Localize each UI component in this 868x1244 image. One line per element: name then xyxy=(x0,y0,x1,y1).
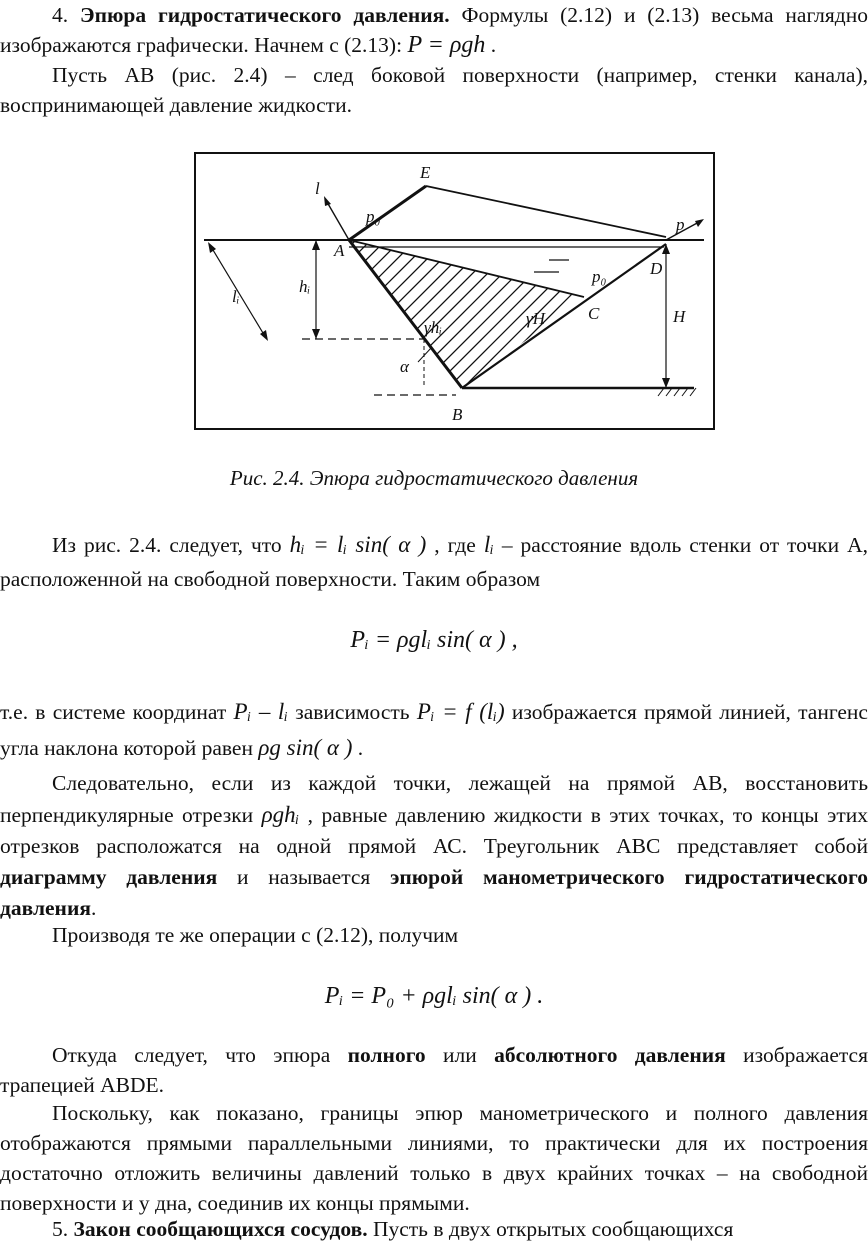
label-p: p xyxy=(676,215,685,234)
line-bd xyxy=(462,244,666,388)
section-number: 4. xyxy=(52,3,80,27)
label-gamma-hi: γhᵢ xyxy=(424,318,442,337)
display-formula-2: Pᵢ = P₀ + ρglᵢ sin( α ) . xyxy=(324,983,544,1009)
label-e: E xyxy=(420,163,431,182)
figure-2-4 xyxy=(194,152,715,430)
line-ae xyxy=(349,186,426,240)
label-c: C xyxy=(588,304,600,323)
label-d: D xyxy=(650,259,663,278)
section-4-paragraph xyxy=(0,0,868,60)
bold-term: диаграмму давления xyxy=(0,865,218,889)
label-h: H xyxy=(673,307,686,326)
paragraph-8: Поскольку, как показано, границы эпюр манометрического и полного давления отображаются прямыми параллельными линиями, то практически для их построения достаточно отложить величины давлений только в двух крайних точках – на свободной поверхности и у дна, соединив их концы прямыми. xyxy=(0,1101,868,1215)
paragraph-3: Из рис. 2.4. следует, что hᵢ = lᵢ sin( α ) , где lᵢ – расстояние вдоль стенки от точки А, расположенной на свободной поверхности. Таким образом xyxy=(0,532,868,591)
label-p0-top: p₀ xyxy=(366,207,381,226)
display-formula-1: Pᵢ = ρglᵢ sin( α ) , xyxy=(350,627,518,653)
inline-formula: ρg sin( α ) xyxy=(258,735,353,760)
line-ed xyxy=(426,186,666,237)
paragraph-5: Следовательно, если из каждой точки, лежащей на прямой АВ, восстановить перпендикулярные отрезки ρghᵢ , равные давлению жидкости в этих точках, то концы этих отрезков расположатся на одной прямой АС. Треугольник АВС представляет собой диаграмму давления и называется эпюрой манометрического гидростатического давления. xyxy=(0,771,868,920)
section-heading: Эпюра гидростатического давления. xyxy=(79,3,450,27)
paragraph-text: Пусть АВ (рис. 2.4) – след боковой поверхности (например, стенки канала), воспринимающей давление жидкости. xyxy=(0,63,868,117)
label-l: l xyxy=(315,179,320,198)
paragraph-6: Производя те же операции с (2.12), получим xyxy=(52,923,459,947)
paragraph-text: . xyxy=(485,33,497,57)
section-5-paragraph: 5. Закон сообщающихся сосудов. Пусть в двух открытых сообщающихся xyxy=(52,1217,734,1241)
paragraph-text: Формулы (2.12) и (2.13) весьма наглядно изображаются графически. Начнем с (2.13): xyxy=(0,3,868,57)
bold-term: эпюрой манометрического гидростатического давления xyxy=(0,865,868,920)
inline-formula: P = ρgh xyxy=(407,32,486,58)
section-heading: Закон сообщающихся сосудов. xyxy=(73,1217,368,1241)
figure-caption: Рис. 2.4. Эпюра гидростатического давления xyxy=(229,466,639,490)
label-hi: hᵢ xyxy=(299,277,311,296)
label-li: lᵢ xyxy=(232,287,240,306)
paragraph-7: Откуда следует, что эпюра полного или абсолютного давления изображается трапецией ABDE. xyxy=(0,1043,868,1097)
label-a: A xyxy=(334,241,345,260)
inline-formula: ρghᵢ xyxy=(261,802,300,827)
inline-formula: Pᵢ = f (lᵢ) xyxy=(416,699,505,724)
bold-term: полного xyxy=(347,1043,426,1067)
label-p0-mid: p₀ xyxy=(592,267,607,286)
label-gamma-h: γH xyxy=(526,309,545,328)
label-alpha: α xyxy=(400,357,409,376)
paragraph-4: т.е. в системе координат Pᵢ – lᵢ зависимость Pᵢ = f (lᵢ) изображается прямой линией, тангенс угла наклона которой равен ρg sin( α ) . xyxy=(0,699,868,760)
hydrostatic-pressure-diagram xyxy=(194,152,715,430)
inline-formula: Pᵢ – lᵢ xyxy=(233,699,288,724)
label-b: B xyxy=(452,405,463,424)
inline-formula: hᵢ = lᵢ sin( α ) xyxy=(289,532,427,557)
inline-formula: lᵢ xyxy=(483,532,494,557)
bold-term: абсолютного давления xyxy=(494,1043,726,1067)
paragraph-2 xyxy=(0,60,868,120)
